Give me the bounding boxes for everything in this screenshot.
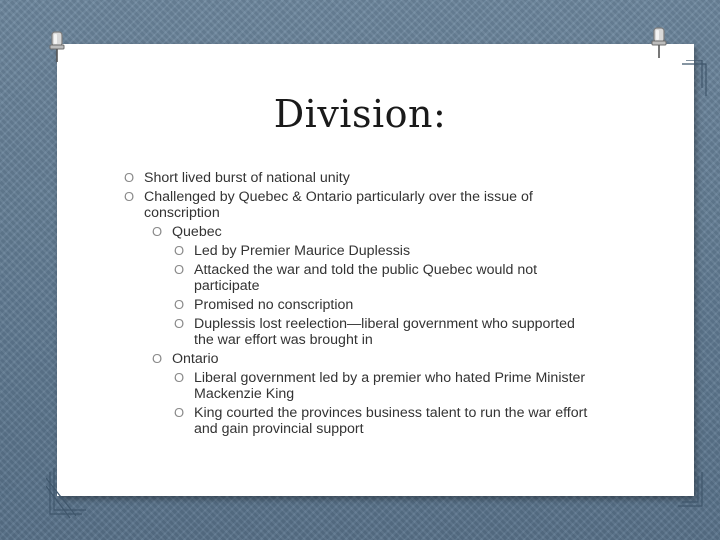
bullet-text: King courted the provinces business talent to run the war effort and gain provincial support (194, 405, 588, 437)
bullet-item (124, 189, 594, 221)
bullet-marker: O (174, 370, 185, 385)
bullet-text: Quebec (172, 224, 222, 240)
bullet-item (174, 297, 594, 313)
bullet-marker: O (124, 189, 135, 204)
slide-title: Division: (273, 92, 447, 136)
bullet-marker: O (174, 405, 185, 420)
pushpin-icon (648, 26, 670, 60)
stitched-corner-decoration (46, 468, 86, 520)
bullet-marker: O (174, 243, 185, 258)
bullet-item (174, 316, 594, 348)
bullet-item (152, 351, 594, 367)
bullet-text: Ontario (172, 351, 219, 367)
bullet-marker: O (174, 262, 185, 277)
stitched-corner-decoration (676, 470, 706, 510)
bullet-text: Attacked the war and told the public Quebec would not participate (194, 262, 538, 294)
bullet-text: Challenged by Quebec & Ontario particularly over the issue of conscription (144, 189, 533, 221)
bullet-item (174, 405, 594, 437)
bullet-marker: O (152, 224, 163, 239)
bullet-marker: O (152, 351, 163, 366)
pushpin-icon (46, 30, 68, 64)
bullet-text: Liberal government led by a premier who hated Prime Minister Mackenzie King (194, 370, 586, 402)
bullet-item (152, 224, 594, 240)
bullet-item (174, 243, 594, 259)
bullet-item (174, 262, 594, 294)
bullet-item (124, 170, 594, 186)
bullet-marker: O (174, 297, 185, 312)
bullet-text: Led by Premier Maurice Duplessis (194, 243, 411, 259)
bullet-marker: O (124, 170, 135, 185)
bullet-item (174, 370, 594, 402)
bullet-text: Duplessis lost reelection—liberal government who supported the war effort was brought in (194, 316, 575, 348)
bullet-marker: O (174, 316, 185, 331)
bullet-list (124, 170, 594, 440)
bullet-text: Promised no conscription (194, 297, 354, 313)
bullet-text: Short lived burst of national unity (144, 170, 350, 186)
